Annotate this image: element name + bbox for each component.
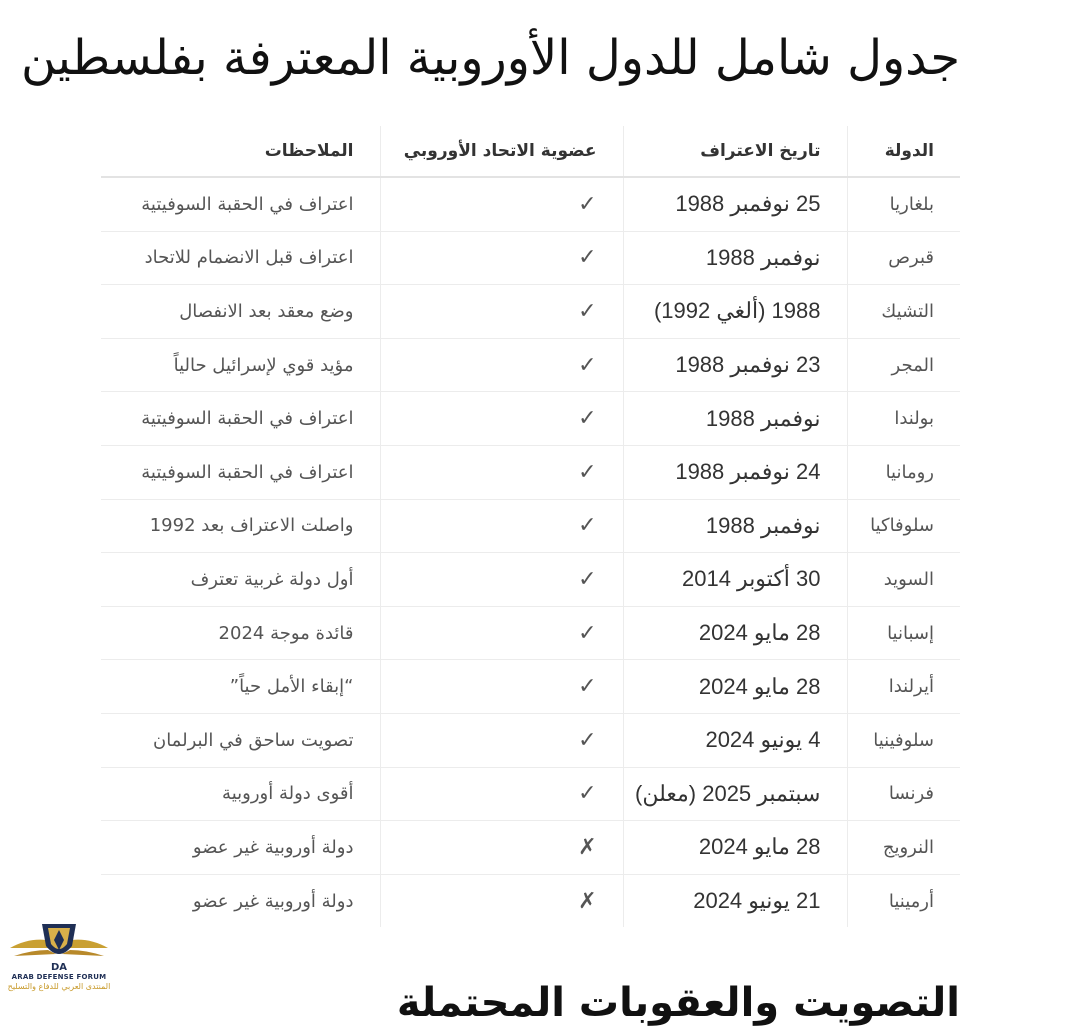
table-row [101, 499, 960, 553]
cell-eu-membership: ✓ [380, 231, 623, 285]
table-row [101, 767, 960, 821]
header-eu-membership: عضوية الاتحاد الأوروبي [380, 126, 623, 177]
logo-initials: DA [50, 962, 68, 973]
cell-date: 23 نوفمبر 1988 [623, 338, 847, 392]
table-row [101, 821, 960, 875]
header-notes: الملاحظات [101, 126, 380, 177]
logo-name-en: ARAB DEFENSE FORUM [11, 973, 107, 981]
cell-eu-membership: ✓ [380, 767, 623, 821]
cell-date: 28 مايو 2024 [623, 660, 847, 714]
cell-notes: اعتراف في الحقبة السوفيتية [101, 177, 380, 231]
table-row [101, 285, 960, 339]
table-row [101, 713, 960, 767]
cell-date: 30 أكتوبر 2014 [623, 553, 847, 607]
header-country: الدولة [847, 126, 960, 177]
cell-date: 21 يونيو 2024 [623, 874, 847, 927]
cell-eu-membership: ✓ [380, 660, 623, 714]
cell-date: 1988 (ألغي 1992) [623, 285, 847, 339]
table-row [101, 445, 960, 499]
eagle-emblem-icon [6, 918, 112, 976]
cell-date: 28 مايو 2024 [623, 821, 847, 875]
cell-country: بلغاريا [847, 177, 960, 231]
cell-eu-membership: ✗ [380, 821, 623, 875]
cell-eu-membership: ✗ [380, 874, 623, 927]
cell-eu-membership: ✓ [380, 445, 623, 499]
cell-country: التشيك [847, 285, 960, 339]
cell-country: رومانيا [847, 445, 960, 499]
cell-date: 24 نوفمبر 1988 [623, 445, 847, 499]
table-row [101, 231, 960, 285]
cell-notes: دولة أوروبية غير عضو [101, 821, 380, 875]
table-row [101, 874, 960, 927]
cell-country: فرنسا [847, 767, 960, 821]
table-row [101, 177, 960, 231]
cell-country: سلوفاكيا [847, 499, 960, 553]
cell-eu-membership: ✓ [380, 606, 623, 660]
header-date: تاريخ الاعتراف [623, 126, 847, 177]
cell-eu-membership: ✓ [380, 553, 623, 607]
recognition-table-wrapper [101, 126, 960, 927]
table-body [101, 177, 960, 927]
cell-eu-membership: ✓ [380, 177, 623, 231]
cell-date: نوفمبر 1988 [623, 231, 847, 285]
next-section-heading: التصويت والعقوبات المحتملة [396, 980, 960, 1026]
cell-eu-membership: ✓ [380, 338, 623, 392]
cell-country: المجر [847, 338, 960, 392]
cell-notes: تصويت ساحق في البرلمان [101, 713, 380, 767]
cell-country: قبرص [847, 231, 960, 285]
table-row [101, 553, 960, 607]
cell-notes: دولة أوروبية غير عضو [192, 890, 354, 912]
cell-eu-membership: ✓ [380, 713, 623, 767]
cell-eu-membership: ✓ [380, 499, 623, 553]
cell-country: أيرلندا [847, 660, 960, 714]
table-row [101, 660, 960, 714]
cell-eu-membership: ✓ [380, 392, 623, 446]
cell-country: السويد [847, 553, 960, 607]
cell-notes: وضع معقد بعد الانفصال [101, 285, 380, 339]
cell-country: بولندا [847, 392, 960, 446]
cell-country: النرويج [847, 821, 960, 875]
recognition-table [101, 126, 960, 927]
cell-notes: اعتراف قبل الانضمام للاتحاد [101, 231, 380, 285]
cell-date: 25 نوفمبر 1988 [623, 177, 847, 231]
cell-country: إسبانيا [847, 606, 960, 660]
table-row [101, 606, 960, 660]
logo-name-ar: المنتدى العربي للدفاع والتسليح [7, 982, 111, 991]
cell-date: سبتمبر 2025 (معلن) [623, 767, 847, 821]
table-row [101, 392, 960, 446]
cell-date: 4 يونيو 2024 [623, 713, 847, 767]
table-header-row [101, 126, 960, 177]
cell-notes: واصلت الاعتراف بعد 1992 [101, 499, 380, 553]
cell-notes: أول دولة غربية تعترف [101, 553, 380, 607]
cell-notes: اعتراف في الحقبة السوفيتية [101, 445, 380, 499]
cell-eu-membership: ✓ [380, 285, 623, 339]
page-title: جدول شامل للدول الأوروبية المعترفة بفلسطين [21, 30, 960, 86]
cell-notes: “إبقاء الأمل حياً” [101, 660, 380, 714]
cell-notes: قائدة موجة 2024 [101, 606, 380, 660]
cell-country: سلوفينيا [847, 713, 960, 767]
cell-notes: مؤيد قوي لإسرائيل حالياً [101, 338, 380, 392]
arab-defense-forum-logo [6, 918, 111, 994]
cell-date: نوفمبر 1988 [623, 392, 847, 446]
cell-date: نوفمبر 1988 [623, 499, 847, 553]
cell-notes: اعتراف في الحقبة السوفيتية [101, 392, 380, 446]
cell-country: أرمينيا [847, 874, 960, 927]
cell-notes: أقوى دولة أوروبية [101, 767, 380, 821]
cell-date: 28 مايو 2024 [623, 606, 847, 660]
table-row [101, 338, 960, 392]
